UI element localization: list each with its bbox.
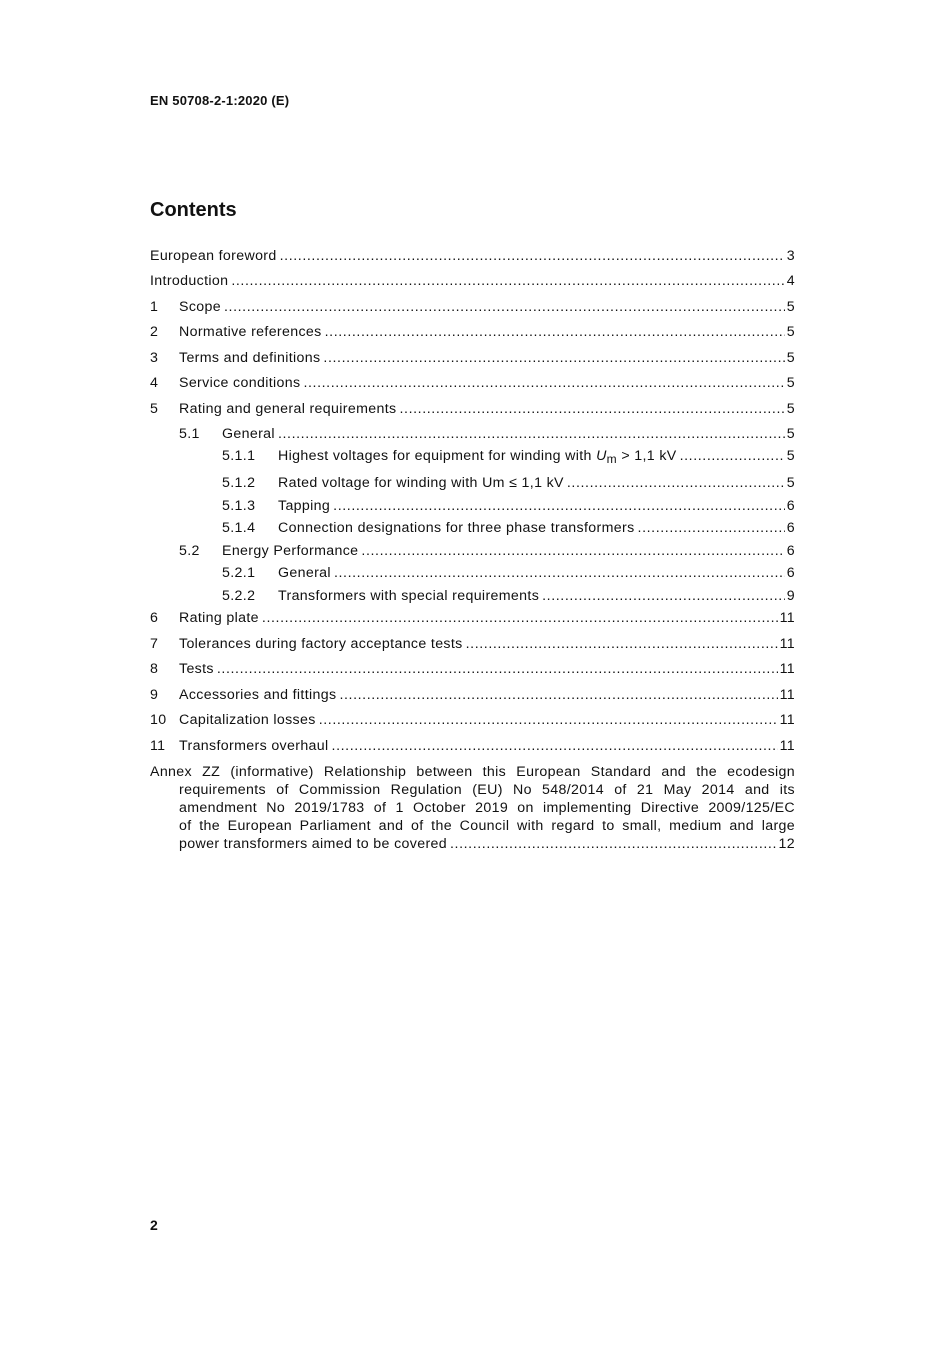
toc-entry-number: 11 <box>150 738 166 754</box>
toc-entry-page: 5 <box>786 375 795 391</box>
toc-entry-label: Rating plate <box>179 610 259 626</box>
toc-entry-number: 5.2 <box>179 543 200 559</box>
toc-leader-dots <box>638 519 785 537</box>
toc-entry-page: 11 <box>779 712 795 728</box>
toc-leader-dots <box>217 660 778 678</box>
toc-entry-number: 5.1.2 <box>222 475 256 491</box>
toc-entry-service-conditions[interactable] <box>150 374 795 392</box>
toc-entry-5-1-4-connection-designations[interactable] <box>222 519 795 537</box>
toc-entry-number: 4 <box>150 375 159 391</box>
toc-leader-dots <box>450 835 777 853</box>
toc-entry-number: 5.2.1 <box>222 565 256 581</box>
toc-entry-label: Tolerances during factory acceptance tests <box>179 636 463 652</box>
toc-leader-dots <box>361 542 784 560</box>
toc-entry-5-2-2-special-requirements[interactable] <box>222 587 795 605</box>
toc-entry-number: 1 <box>150 299 159 315</box>
toc-entry-page: 5 <box>786 401 795 417</box>
toc-entry-label: Capitalization losses <box>179 712 316 728</box>
toc-leader-dots <box>339 686 777 704</box>
toc-leader-dots <box>325 323 785 341</box>
toc-entry-label: Terms and definitions <box>179 350 321 366</box>
toc-entry-page: 9 <box>786 588 795 604</box>
toc-entry-label: General <box>278 565 331 581</box>
toc-entry-5-1-2-rated-voltage[interactable] <box>222 474 795 492</box>
toc-entry-page: 5 <box>786 475 795 491</box>
toc-entry-page: 5 <box>786 324 795 340</box>
toc-entry-5-1-1-highest-voltages[interactable] <box>222 447 795 465</box>
um-subscript: m <box>606 452 618 466</box>
toc-entry-page: 6 <box>786 565 795 581</box>
annex-line: of the European Parliament and of the Council with regard to small, medium and large <box>179 818 795 834</box>
toc-entry-tolerances[interactable] <box>150 635 795 653</box>
toc-leader-dots <box>332 737 778 755</box>
toc-entry-transformers-overhaul[interactable] <box>150 737 795 755</box>
toc-entry-label: Accessories and fittings <box>179 687 337 703</box>
toc-entry-page: 5 <box>786 299 795 315</box>
toc-entry-number: 5.1 <box>179 426 200 442</box>
toc-leader-dots <box>323 349 784 367</box>
toc-entry-page: 4 <box>786 273 795 289</box>
toc-leader-dots <box>567 474 785 492</box>
toc-entry-label: Tests <box>179 661 214 677</box>
annex-line: Annex ZZ (informative) Relationship between this European Standard and the ecodesign <box>150 764 795 780</box>
toc-entry-rating-plate[interactable] <box>150 609 795 627</box>
toc-entry-introduction[interactable] <box>150 272 795 290</box>
um-symbol: U <box>596 448 607 464</box>
toc-entry-page: 6 <box>786 498 795 514</box>
toc-leader-dots <box>319 711 778 729</box>
toc-entry-number: 5 <box>150 401 159 417</box>
toc-entry-number: 2 <box>150 324 159 340</box>
toc-entry-label: Rating and general requirements <box>179 401 397 417</box>
toc-entry-label: Tapping <box>278 498 331 514</box>
toc-entry-number: 3 <box>150 350 159 366</box>
toc-entry-page: 11 <box>779 636 795 652</box>
toc-entry-label: Connection designations for three phase transformers <box>278 520 635 536</box>
toc-entry-scope[interactable] <box>150 298 795 316</box>
toc-entry-label: General <box>222 426 275 442</box>
toc-entry-label: Service conditions <box>179 375 301 391</box>
toc-entry-5-1-general[interactable] <box>179 425 795 443</box>
toc-entry-capitalization-losses[interactable] <box>150 711 795 729</box>
toc-leader-dots <box>262 609 778 627</box>
toc-leader-dots <box>680 447 785 465</box>
toc-leader-dots <box>280 247 785 265</box>
toc-entry-label: Introduction <box>150 273 229 289</box>
toc-entry-number: 9 <box>150 687 159 703</box>
annex-line: amendment No 2019/1783 of 1 October 2019 on implementing Directive 2009/125/EC <box>179 800 795 816</box>
toc-entry-5-1-3-tapping[interactable] <box>222 497 795 515</box>
contents-heading: Contents <box>150 199 237 221</box>
toc-entry-page: 5 <box>786 426 795 442</box>
toc-entry-accessories[interactable] <box>150 686 795 704</box>
toc-entry-annex-zz[interactable] <box>150 763 795 853</box>
toc-entry-normative-references[interactable] <box>150 323 795 341</box>
document-id-header: EN 50708-2-1:2020 (E) <box>150 93 290 108</box>
toc-entry-label: Highest voltages for equipment for winding with $U_m > 1,1$ kV <box>278 448 677 466</box>
toc-leader-dots <box>224 298 785 316</box>
toc-entry-page: 11 <box>779 738 795 754</box>
toc-leader-dots <box>303 374 784 392</box>
toc-entry-number: 5.2.2 <box>222 588 256 604</box>
page-number: 2 <box>150 1217 158 1233</box>
toc-entry-european-foreword[interactable] <box>150 247 795 265</box>
toc-entry-5-2-1-general[interactable] <box>222 564 795 582</box>
toc-entry-label: Energy Performance <box>222 543 359 559</box>
toc-entry-label: Normative references <box>179 324 322 340</box>
toc-leader-dots <box>278 425 785 443</box>
toc-entry-page: 5 <box>786 350 795 366</box>
toc-entry-number: 10 <box>150 712 167 728</box>
toc-entry-5-2-energy-performance[interactable] <box>179 542 795 560</box>
annex-last-line: power transformers aimed to be covered ..... 12 <box>150 835 795 853</box>
toc-leader-dots <box>399 400 784 418</box>
toc-entry-number: 7 <box>150 636 159 652</box>
toc-entry-page: 11 <box>779 610 795 626</box>
toc-entry-label: European foreword <box>150 248 277 264</box>
toc-entry-label: Transformers with special requirements <box>278 588 540 604</box>
toc-entry-page: 6 <box>786 520 795 536</box>
toc-entry-label: Transformers overhaul <box>179 738 329 754</box>
toc-entry-page: 5 <box>786 448 795 464</box>
toc-leader-dots <box>231 272 784 290</box>
toc-entry-rating-and-general-requirements[interactable] <box>150 400 795 418</box>
toc-entry-terms-and-definitions[interactable] <box>150 349 795 367</box>
toc-entry-page: 6 <box>786 543 795 559</box>
toc-leader-dots <box>542 587 785 605</box>
toc-leader-dots <box>466 635 778 653</box>
toc-entry-number: 6 <box>150 610 159 626</box>
toc-entry-number: 5.1.1 <box>222 448 256 464</box>
annex-line: requirements of Commission Regulation (EU) No 548/2014 of 21 May 2014 and its <box>179 782 795 798</box>
table-of-contents <box>150 0 795 1345</box>
toc-entry-page: 3 <box>786 248 795 264</box>
toc-entry-page: 12 <box>778 836 795 852</box>
toc-entry-number: 5.1.3 <box>222 498 256 514</box>
toc-leader-dots <box>333 497 785 515</box>
toc-entry-tests[interactable] <box>150 660 795 678</box>
toc-entry-label: Rated voltage for winding with Um ≤ 1,1 kV <box>278 475 564 491</box>
toc-entry-page: 11 <box>779 661 795 677</box>
toc-entry-page: 11 <box>779 687 795 703</box>
toc-leader-dots <box>334 564 785 582</box>
toc-entry-number: 8 <box>150 661 159 677</box>
toc-entry-number: 5.1.4 <box>222 520 256 536</box>
toc-entry-label: Scope <box>179 299 221 315</box>
